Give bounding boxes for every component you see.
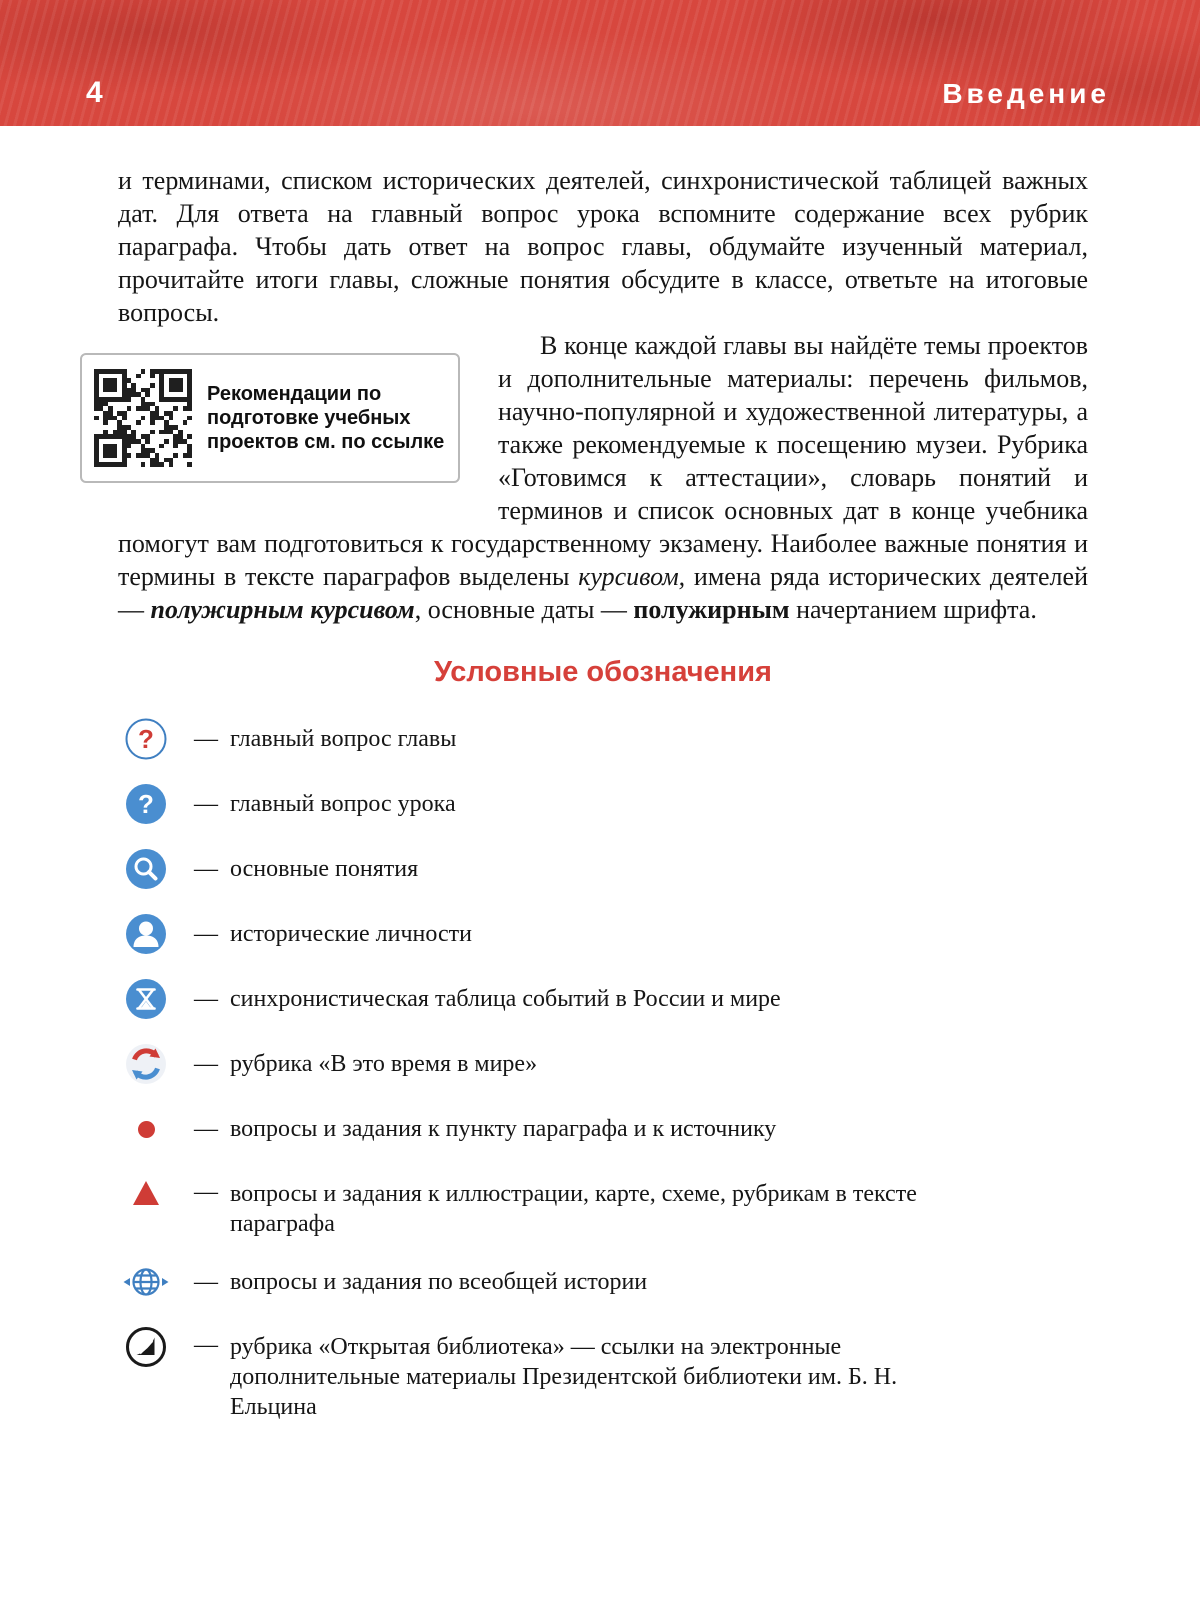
legend-row — [118, 717, 1088, 761]
chapter-question-icon — [118, 717, 174, 761]
legend-label: рубрика «В это время в мире» — [230, 1051, 538, 1077]
qr-recommendation-box — [80, 353, 460, 483]
legend-dash: — — [194, 1050, 218, 1077]
paragraph-intro: и терминами, списком исторических деятелей, синхронистической таблицей важных дат. Для ответа на главный вопрос урока вспомните содержание всех рубрик параграфа. Чтобы дать ответ на вопрос главы, обдумайте изученный материал, прочитайте итоги главы, сложные понятия обсудите в классе, ответьте на итоговые вопросы. — [118, 166, 1088, 327]
text-segment: начертанием шрифта. — [789, 595, 1037, 624]
legend-row — [118, 1107, 1088, 1151]
text-segment-bold: полужирным — [633, 595, 790, 624]
legend-label: вопросы и задания по всеобщей истории — [230, 1269, 648, 1295]
legend-row — [118, 1172, 1088, 1239]
legend-dash: — — [194, 1332, 218, 1358]
text-segment: имена ряда исторических деятелей — — [118, 562, 1088, 624]
text-segment-bold-italic: полужирным курсивом — [150, 595, 415, 624]
open-library-icon — [118, 1325, 174, 1369]
qr-box-label: Рекомендации по подготовке учебных проектов см. по ссылке — [207, 383, 445, 453]
legend-dash: — — [194, 1268, 218, 1295]
legend-label: исторические личности — [230, 921, 472, 947]
legend-dash: — — [194, 725, 218, 752]
magnifier-icon — [118, 847, 174, 891]
world-sync-icon — [118, 1042, 174, 1086]
legend-label: главный вопрос урока — [230, 791, 456, 817]
legend-label: вопросы и задания к иллюстрации, карте, схеме, рубрикам в тексте параграфа — [230, 1181, 917, 1237]
legend-title: Условные обозначения — [434, 656, 772, 688]
text-segment-italic: курсивом, — [578, 562, 686, 591]
page-header-band — [0, 0, 1200, 126]
lesson-question-icon — [118, 782, 174, 826]
legend-dash: — — [194, 1179, 218, 1205]
svg-text:?: ? — [138, 724, 154, 754]
legend-dash: — — [194, 1115, 218, 1142]
legend-dash: — — [194, 985, 218, 1012]
legend-dash: — — [194, 855, 218, 882]
svg-text:?: ? — [138, 789, 154, 819]
page-number: 4 — [86, 76, 103, 109]
legend-row — [118, 1042, 1088, 1086]
hourglass-icon — [118, 977, 174, 1021]
text-segment: , основные даты — — [414, 595, 634, 624]
legend-label: главный вопрос главы — [230, 726, 457, 752]
legend-row — [118, 847, 1088, 891]
legend-row — [118, 782, 1088, 826]
legend-label: вопросы и задания к пункту параграфа и к источнику — [230, 1116, 777, 1142]
legend-label: основные понятия — [230, 856, 419, 882]
qr-code — [94, 369, 192, 467]
legend-row — [118, 1260, 1088, 1304]
page-content — [0, 126, 1200, 1422]
section-title: Введение — [942, 78, 1110, 109]
red-dot-icon — [118, 1107, 174, 1151]
legend-list — [118, 717, 1088, 1422]
text-segment: В конце каждой главы вы найдёте темы проектов и дополнительные материалы: перечень фильмов, научно-популярной и художественной литературы, а также рекомендуемые к посещению музеи. Рубрика «Готовимся к аттестации», словарь понятий и терминов и список основных дат в конце учебника помогут вам подготовиться к государственному экзамену. Наиболее важные понятия и термины в тексте параграфов выделены — [118, 331, 1088, 591]
red-triangle-icon — [118, 1172, 174, 1216]
legend-row — [118, 912, 1088, 956]
legend-row — [118, 977, 1088, 1021]
legend-dash: — — [194, 790, 218, 817]
legend-dash: — — [194, 920, 218, 947]
legend-label: рубрика «Открытая библиотека» — ссылки на электронные дополнительные материалы Президентской библиотеки им. Б. Н. Ельцина — [230, 1334, 898, 1420]
legend-label: синхронистическая таблица событий в России и мире — [230, 986, 781, 1012]
globe-arrows-icon — [118, 1260, 174, 1304]
legend-row — [118, 1325, 1088, 1422]
person-icon — [118, 912, 174, 956]
